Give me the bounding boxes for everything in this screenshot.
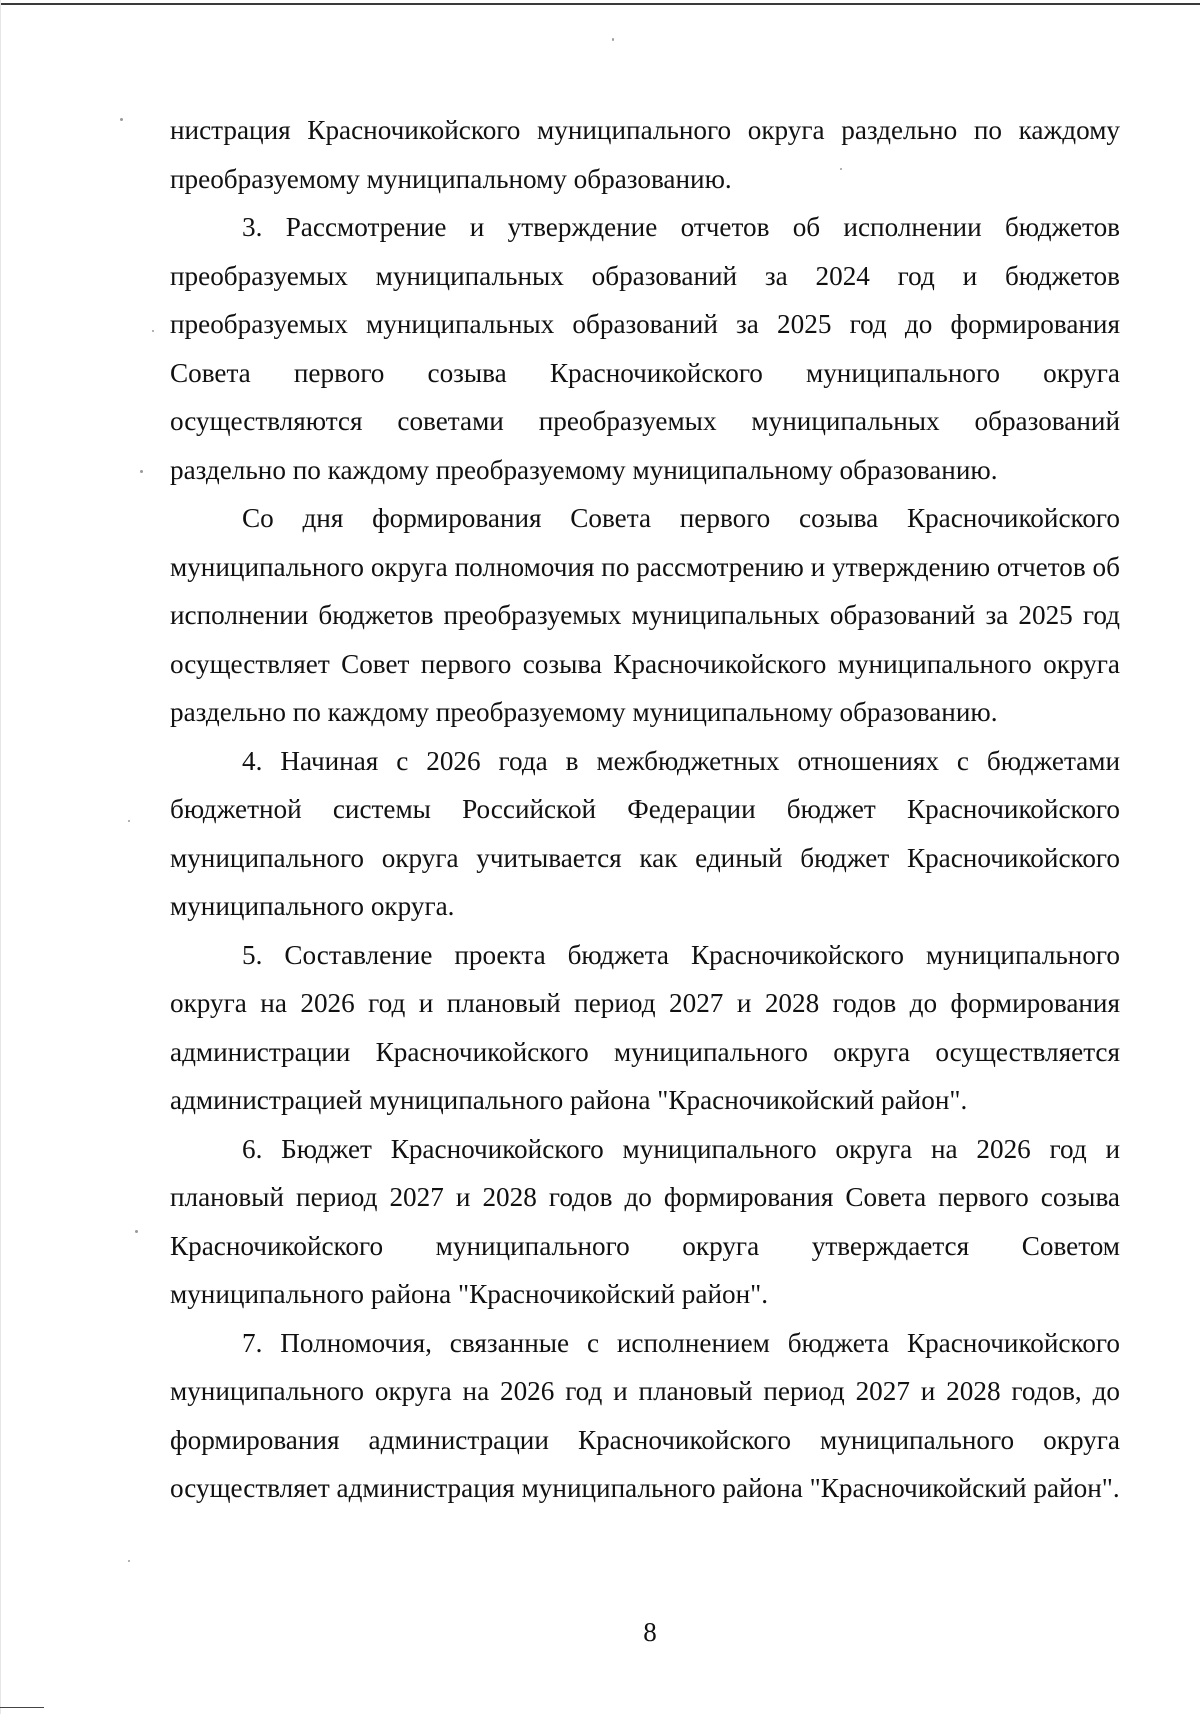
scan-speck xyxy=(840,168,842,170)
scan-speck xyxy=(152,330,154,332)
page-number: 8 xyxy=(643,1617,657,1647)
paragraph-item-4: 4. Начиная с 2026 года в межбюджетных отношениях с бюджетами бюджетной системы Российской Федерации бюджет Красночикойского муниципального округа учитывается как единый бюджет Красночикойского муниципального округа. xyxy=(170,745,1120,921)
scan-left-edge xyxy=(0,0,1,1714)
paragraph-item-5: 5. Составление проекта бюджета Красночикойского муниципального округа на 2026 год и плановый период 2027 и 2028 годов до формирования администрации Красночикойского муниципального округа осуществляется администрацией муниципального района "Красночикойский район". xyxy=(170,939,1120,1115)
paragraph-item-6: 6. Бюджет Красночикойского муниципального округа на 2026 год и плановый период 2027 и 2028 годов до формирования Совета первого созыва Красночикойского муниципального округа утверждается Советом муниципального района "Красночикойский район". xyxy=(170,1133,1120,1309)
scan-speck xyxy=(128,820,130,822)
scan-speck xyxy=(120,118,123,121)
scan-speck xyxy=(140,470,143,473)
paragraph-continuation: нистрация Красночикойского муниципального округа раздельно по каждому преобразуемому муниципальному образованию. xyxy=(170,115,1120,194)
scan-speck xyxy=(128,1560,130,1562)
paragraph-item-3-continued: Со дня формирования Совета первого созыва Красночикойского муниципального округа полномочия по рассмотрению и утверждению отчетов об исполнении бюджетов преобразуемых муниципальных образований за 2025 год осуществляет Совет первого созыва Красночикойского муниципального округа раздельно по каждому преобразуемому муниципальному образованию. xyxy=(170,503,1120,727)
paragraph-item-7: 7. Полномочия, связанные с исполнением бюджета Красночикойского муниципального округа на 2026 год и плановый период 2027 и 2028 годов, до формирования администрации Красночикойского муниципального округа осуществляет администрация муниципального района "Красночикойский район". xyxy=(170,1327,1120,1503)
document-body xyxy=(170,106,1120,1513)
scan-bottom-edge xyxy=(0,1707,44,1708)
scan-speck xyxy=(612,38,614,41)
scan-speck xyxy=(135,1230,138,1233)
scan-top-edge xyxy=(0,3,1200,5)
paragraph-item-3: 3. Рассмотрение и утверждение отчетов об исполнении бюджетов преобразуемых муниципальных образований за 2024 год и бюджетов преобразуемых муниципальных образований за 2025 год до формирования Совета первого созыва Красночикойского муниципального округа осуществляются советами преобразуемых муниципальных образований раздельно по каждому преобразуемому муниципальному образованию. xyxy=(170,212,1120,485)
